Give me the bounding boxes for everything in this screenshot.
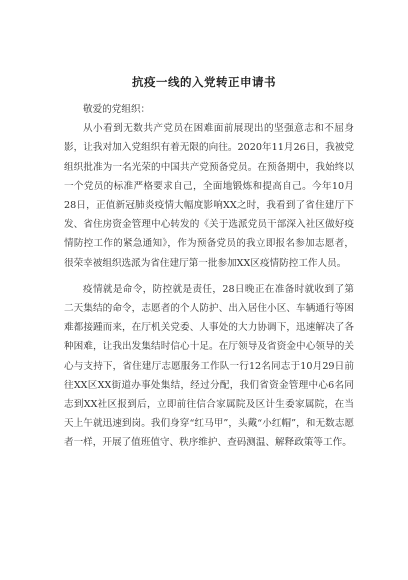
paragraph-1: 从小看到无数共产党员在困难面前展现出的坚强意志和不屈身影，让我对加入党组织有着无限的向往。2020年11月26日，我被党组织批准为一名光荣的中国共产党预备党员。在预备期中，我始终以一个党员的标准严格要求自己，全面地锻炼和提高自己。今年10月28日，正值新冠肺炎疫情大幅度影响XX之时，我看到了省住建厅下发、省住房资金管理中心转发的《关于选派党员干部深入社区做好疫情防控工作的紧急通知》，作为预备党员的我立即报名参加志愿者，很荣幸被组织选派为省住建厅第一批参加XX区疫情防控工作人员。 xyxy=(64,123,354,269)
salutation: 敬爱的党组织： xyxy=(83,104,151,115)
document-body xyxy=(64,100,354,453)
paragraph-2: 疫情就是命令，防控就是责任，28日晚正在准备时就收到了第二天集结的命令，志愿者的个人防护、出入居住小区、车辆通行等困难都接踵而来，在厅机关党委、人事处的大力协调下，迅速解决了各种困难，让我出发集结时信心十足。在厅领导及省资金中心领导的关心与支持下，省住建厅志愿服务工作队一行12名同志于10月29日前往XX区XX街道办事处集结，经过分配，我们省资金管理中心6名同志到XX社区报到后，立即前往信合家属院及区计生委家属院，在当天上午就迅速到岗。我们身穿“红马甲”，头戴“小红帽”，和无数志愿者一样，开展了值班值守、秩序维护、查码测温、解释政策等工作。 xyxy=(64,283,354,449)
document-title: 抗疫一线的入党转正申请书 xyxy=(132,75,276,89)
